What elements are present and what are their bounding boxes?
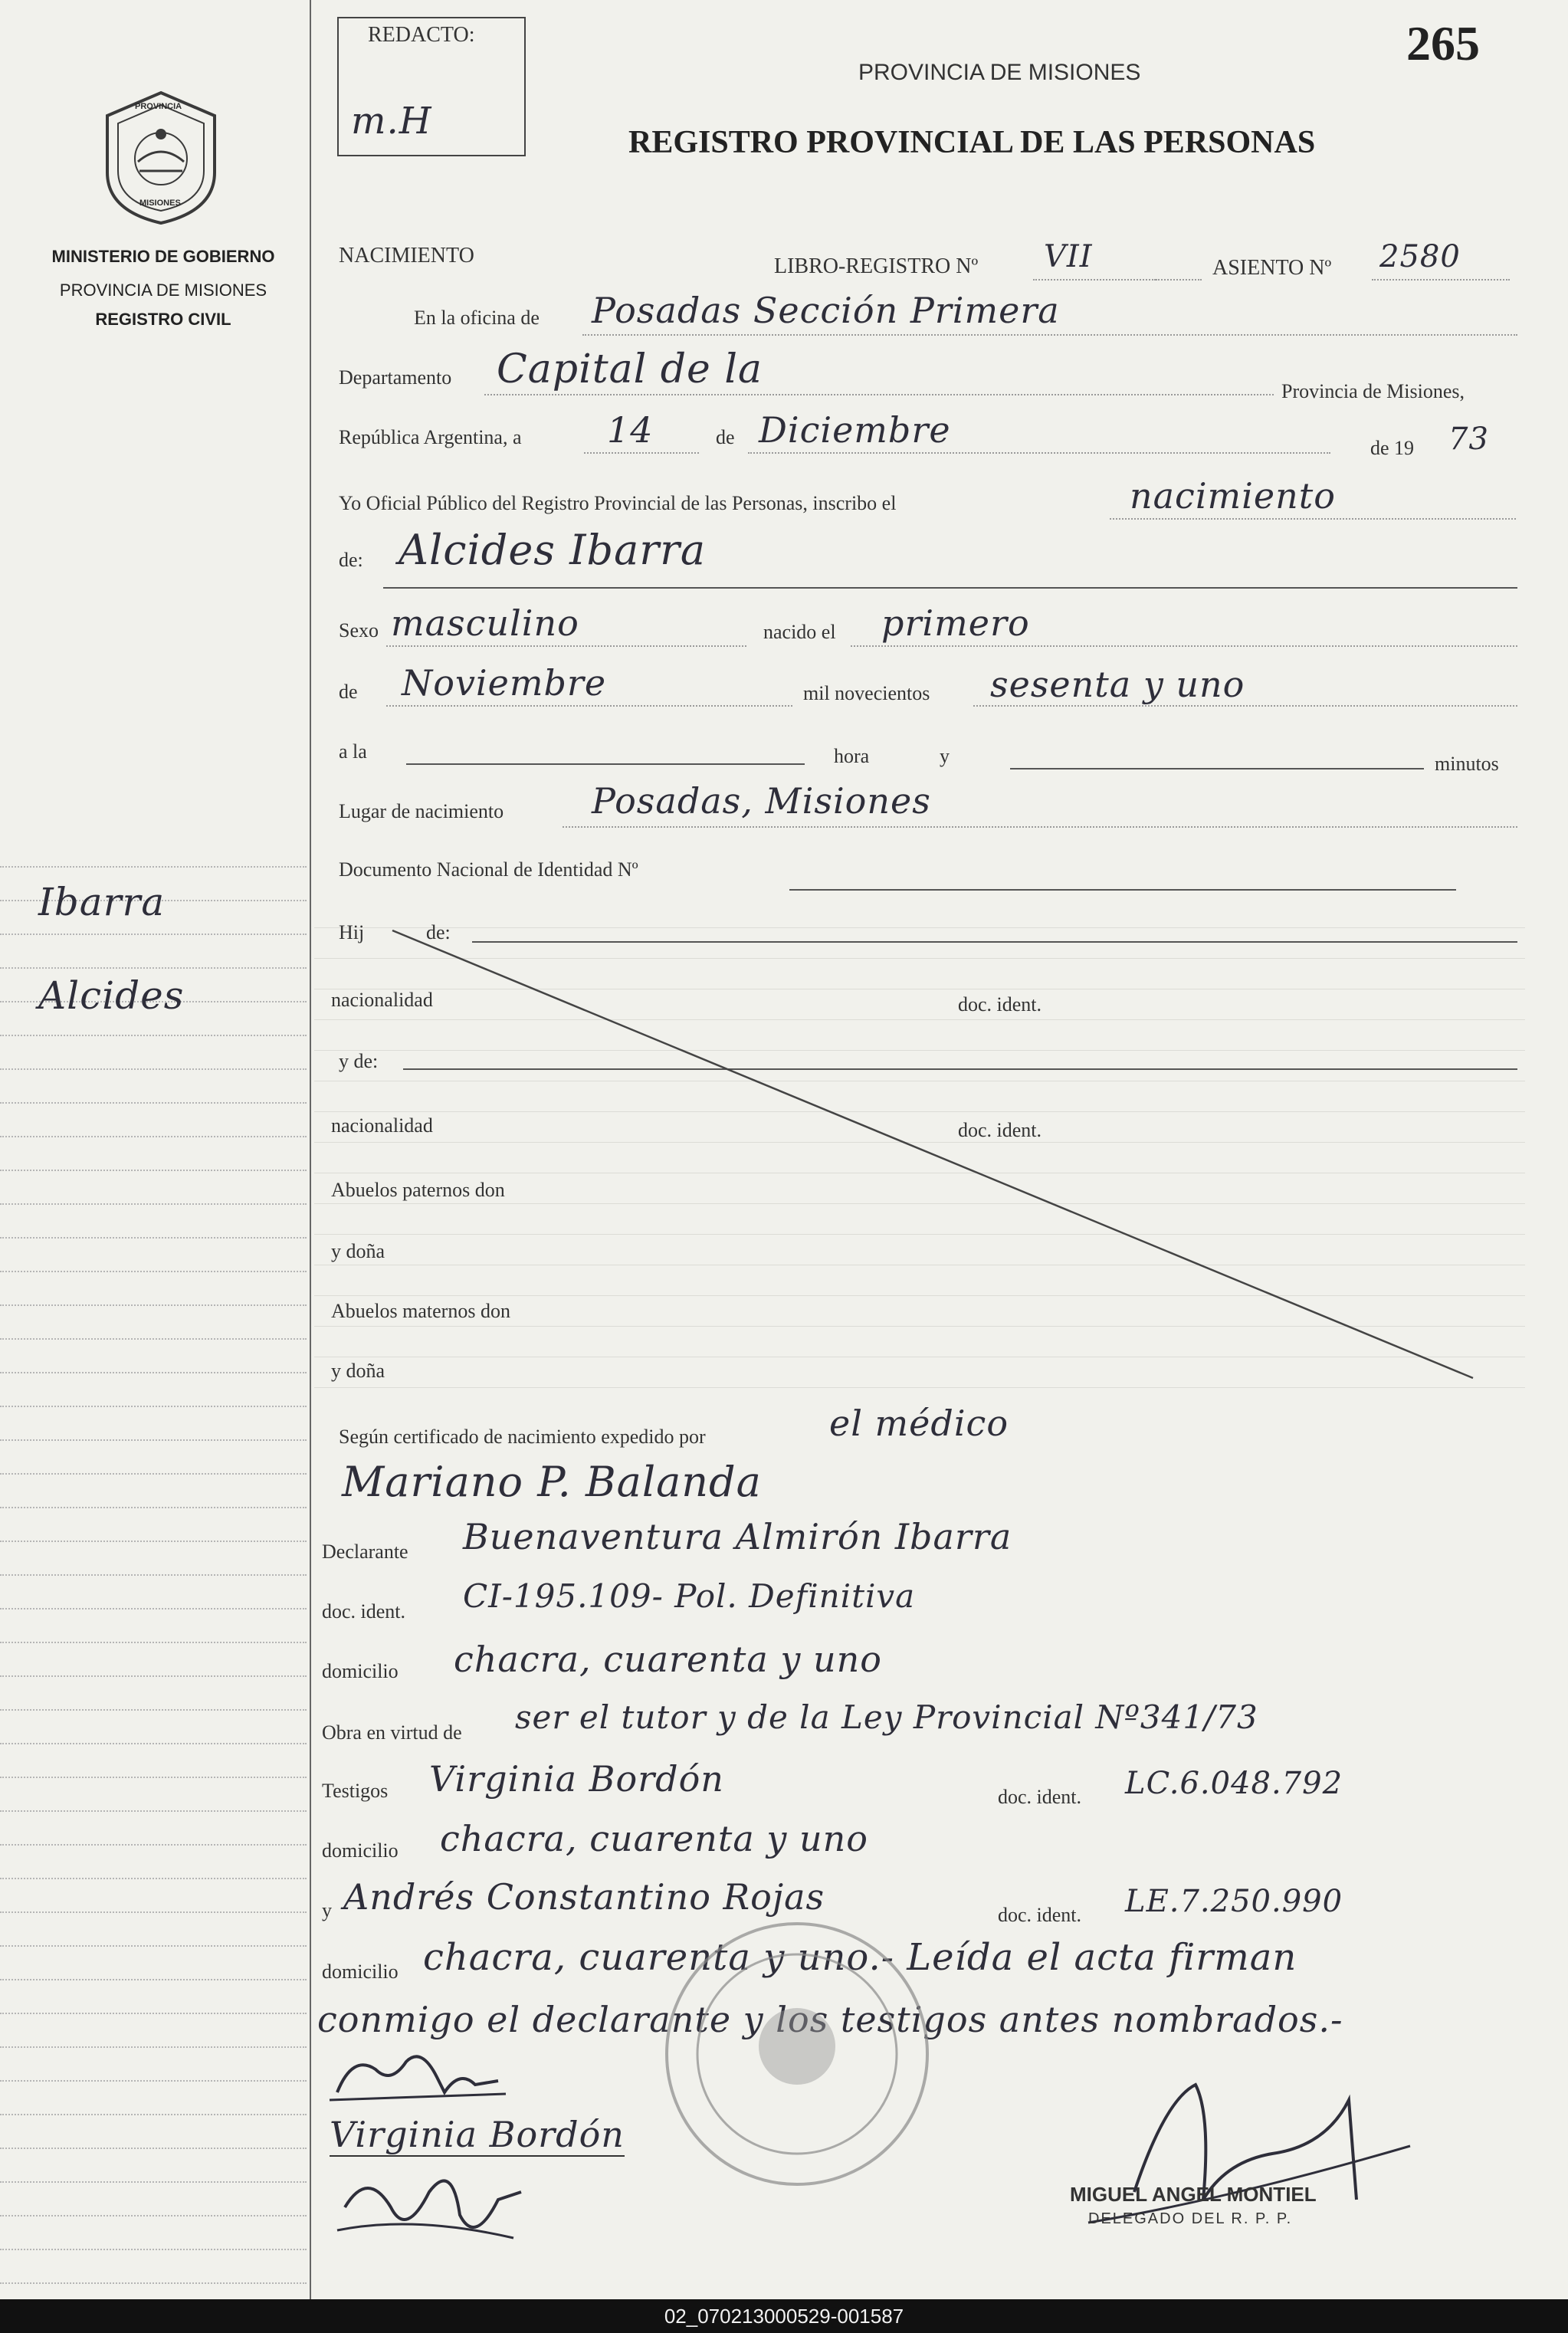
minutos-label: minutos xyxy=(1435,753,1499,775)
page-number: 265 xyxy=(1406,16,1480,71)
yde-label: y de: xyxy=(339,1050,379,1072)
ala-label: a la xyxy=(339,740,367,763)
closing-value: conmigo el declarante y los testigos antes nombrados.- xyxy=(317,1999,1343,2040)
year-label: de 19 xyxy=(1370,437,1415,459)
margin-surname: Ibarra xyxy=(38,880,166,924)
testigo2-value: Andrés Constantino Rojas xyxy=(343,1876,825,1918)
libro-label: LIBRO-REGISTRO Nº xyxy=(774,254,979,278)
signature-virginia: Virginia Bordón xyxy=(330,2114,625,2155)
libro-value: VII xyxy=(1044,239,1093,274)
hora-label: hora xyxy=(834,745,870,767)
redacto-initials: m.H xyxy=(351,100,432,143)
domicilio2-label: domicilio xyxy=(322,1839,399,1862)
domicilio-label: domicilio xyxy=(322,1660,399,1682)
testigo1-value: Virginia Bordón xyxy=(429,1758,724,1800)
redacto-label: REDACTO: xyxy=(368,23,475,47)
nacionalidad2-label: nacionalidad xyxy=(331,1114,433,1137)
departamento-value: Capital de la xyxy=(497,346,763,392)
registry-title: REGISTRO PROVINCIAL DE LAS PERSONAS xyxy=(628,125,1316,160)
name-value: Alcides Ibarra xyxy=(399,526,707,574)
de-colon-label: de: xyxy=(339,549,363,571)
mil-label: mil novecientos xyxy=(803,682,930,704)
ministry-line-2: PROVINCIA DE MISIONES xyxy=(59,281,267,300)
nacido-value: primero xyxy=(881,602,1030,644)
lugar-value: Posadas, Misiones xyxy=(592,780,931,822)
testigos-label: Testigos xyxy=(322,1780,389,1802)
ministry-line-1: MINISTERIO DE GOBIERNO xyxy=(51,247,275,266)
domicilio3-value: chacra, cuarenta y uno.- Leída el acta firman xyxy=(423,1936,1297,1979)
sexo-label: Sexo xyxy=(339,619,379,641)
y-label: y xyxy=(940,745,950,767)
official-title: DELEGADO DEL R. P. P. xyxy=(1088,2210,1293,2227)
obra-value: ser el tutor y de la Ley Provincial Nº341/73 xyxy=(515,1698,1258,1736)
month-value: Diciembre xyxy=(759,409,951,451)
de2-label: de xyxy=(339,681,358,703)
asiento-label: ASIENTO Nº xyxy=(1212,256,1332,280)
file-id-footer: 02_070213000529-001587 xyxy=(0,2299,1568,2333)
testigo1-doc-label: doc. ident. xyxy=(998,1786,1082,1808)
day-value: 14 xyxy=(607,409,654,451)
ministry-line-3: REGISTRO CIVIL xyxy=(95,310,231,329)
hij-label: Hij xyxy=(339,921,365,943)
nacionalidad-label: nacionalidad xyxy=(331,989,433,1011)
doc-ident-decl-value: CI-195.109- Pol. Definitiva xyxy=(463,1577,916,1615)
margin-given-name: Alcides xyxy=(38,973,185,1018)
declarante-label: Declarante xyxy=(322,1541,408,1563)
testigo2-doc-label: doc. ident. xyxy=(998,1904,1082,1926)
oficial-text: Yo Oficial Público del Registro Provincial de las Personas, inscribo el xyxy=(339,492,897,514)
official-stamp xyxy=(659,1916,935,2192)
ydona-label: y doña xyxy=(331,1240,385,1262)
declarante-signature xyxy=(322,2039,536,2115)
doc-ident-decl-label: doc. ident. xyxy=(322,1600,406,1623)
domicilio3-label: domicilio xyxy=(322,1961,399,1983)
lugar-label: Lugar de nacimiento xyxy=(339,800,504,822)
nacido-label: nacido el xyxy=(763,621,836,643)
asiento-value: 2580 xyxy=(1379,239,1461,274)
departamento-label: Departamento xyxy=(339,366,452,389)
medico-value: Mariano P. Balanda xyxy=(342,1458,762,1506)
sexo-value: masculino xyxy=(391,602,579,644)
abuelos-maternos-label: Abuelos maternos don xyxy=(331,1300,510,1322)
doc-ident2-label: doc. ident. xyxy=(958,1119,1042,1141)
act-type: NACIMIENTO xyxy=(339,244,474,267)
abuelos-paternos-label: Abuelos paternos don xyxy=(331,1179,505,1201)
de-label: de xyxy=(716,426,735,448)
rojas-signature xyxy=(322,2161,552,2253)
mes-nac-value: Noviembre xyxy=(402,662,607,704)
de-colon2-label: de: xyxy=(426,921,451,943)
declarante-value: Buenaventura Almirón Ibarra xyxy=(463,1516,1012,1557)
provincia-label: Provincia de Misiones, xyxy=(1281,380,1465,402)
anio-nac-value: sesenta y uno xyxy=(990,664,1245,705)
segun-label: Según certificado de nacimiento expedido por xyxy=(339,1426,706,1448)
republica-label: República Argentina, a xyxy=(339,426,522,448)
obra-label: Obra en virtud de xyxy=(322,1721,462,1744)
seal-top-text: PROVINCIA xyxy=(135,102,182,111)
year-value: 73 xyxy=(1448,422,1489,457)
doc-ident-label: doc. ident. xyxy=(958,993,1042,1016)
official-name: MIGUEL ANGEL MONTIEL xyxy=(1070,2183,1317,2206)
testigo2-doc-value: LE.7.250.990 xyxy=(1125,1884,1343,1919)
oficina-value: Posadas Sección Primera xyxy=(592,290,1060,331)
testigo1-doc-value: LC.6.048.792 xyxy=(1125,1766,1343,1801)
seal-bottom-text: MISIONES xyxy=(139,199,181,208)
segun-value: el médico xyxy=(829,1403,1009,1444)
y-testigo-label: y xyxy=(322,1899,332,1921)
inscribo-value: nacimiento xyxy=(1130,475,1336,517)
oficina-label: En la oficina de xyxy=(414,307,540,329)
dni-label: Documento Nacional de Identidad Nº xyxy=(339,858,638,881)
domicilio2-value: chacra, cuarenta y uno xyxy=(440,1818,868,1859)
province-title: PROVINCIA DE MISIONES xyxy=(858,60,1141,85)
ydona2-label: y doña xyxy=(331,1360,385,1382)
domicilio-value: chacra, cuarenta y uno xyxy=(454,1639,882,1680)
